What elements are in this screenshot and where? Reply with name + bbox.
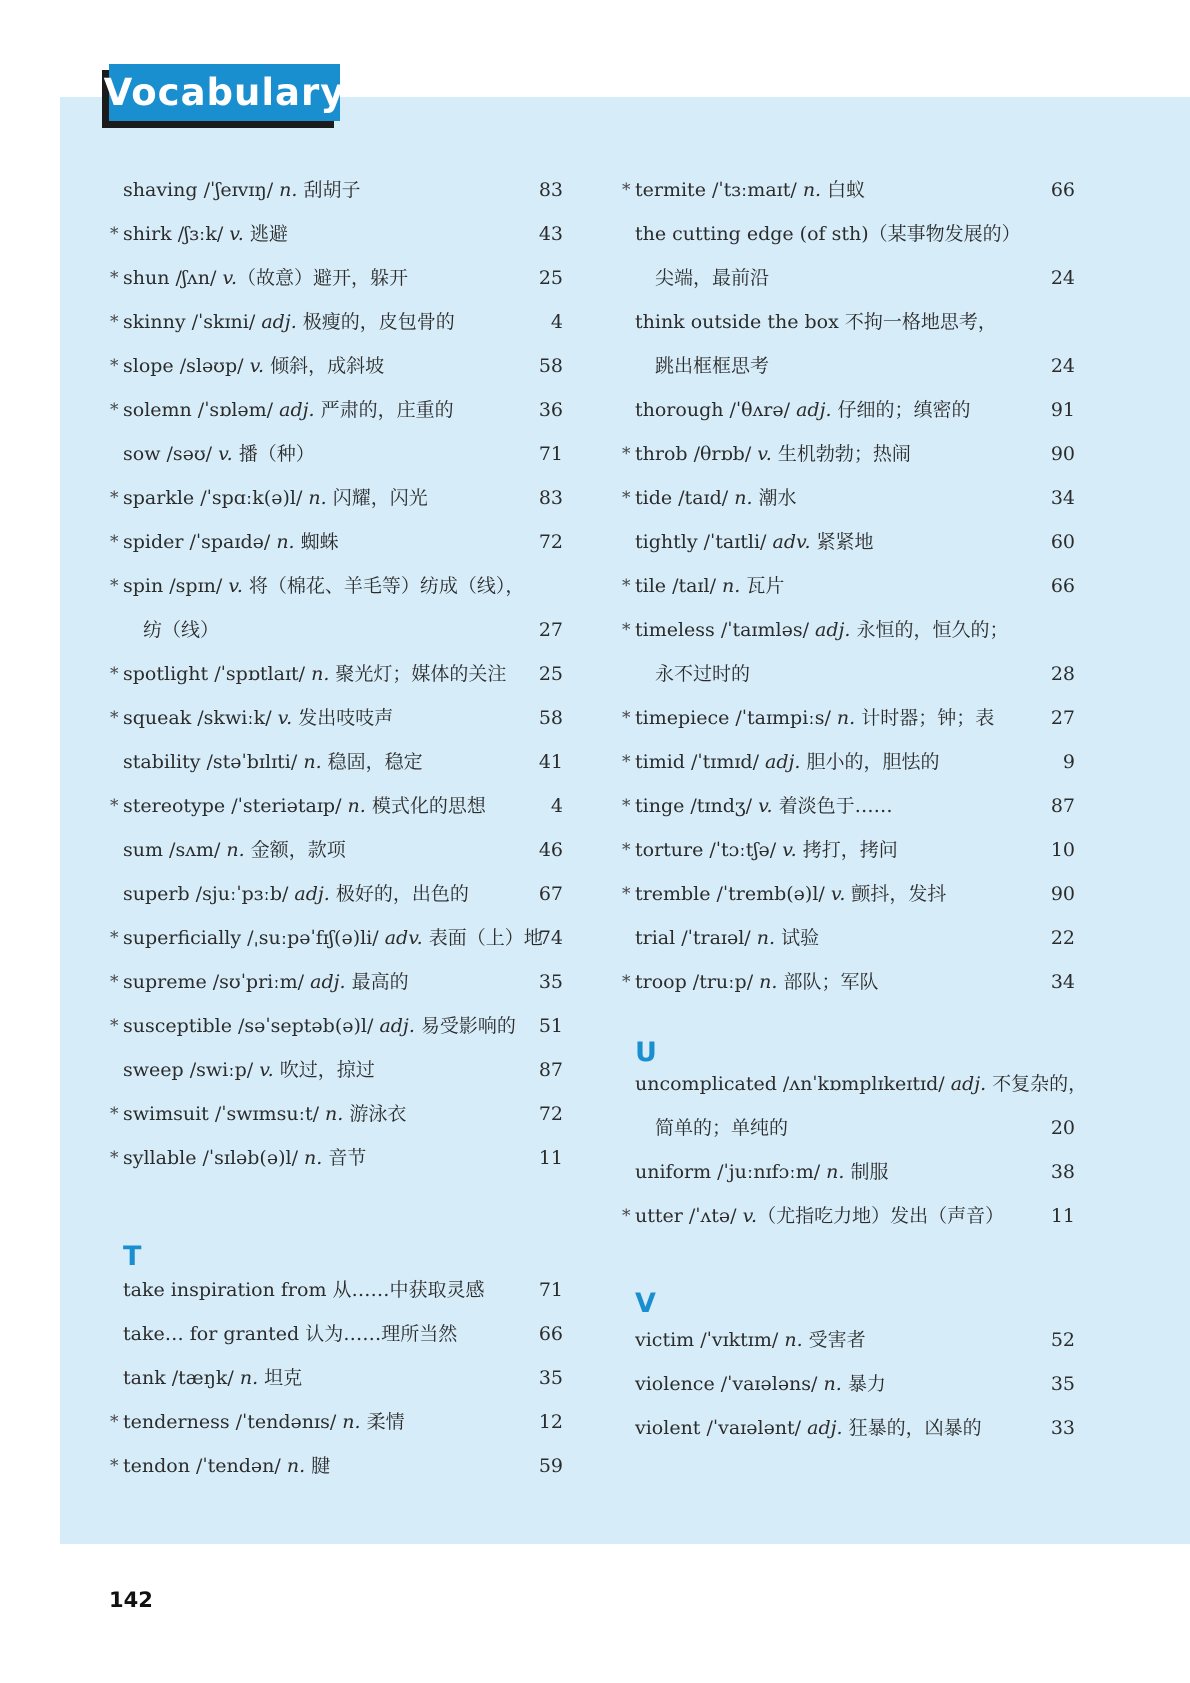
entry-page-number: 74 xyxy=(538,927,563,949)
entry-text: violence /ˈvaɪələns/ n. 暴力 xyxy=(635,1373,886,1395)
entry-line xyxy=(110,696,570,740)
vocab-entry xyxy=(110,960,570,1004)
vocab-entry xyxy=(110,696,570,740)
entry-page-number: 66 xyxy=(1050,179,1075,201)
vocab-entry xyxy=(110,432,570,476)
entry-page-number: 46 xyxy=(538,839,563,861)
entry-page-number: 58 xyxy=(538,355,563,377)
entry-line xyxy=(110,168,570,212)
entry-text: 永不过时的 xyxy=(655,663,751,685)
section-letter-u: U xyxy=(635,1037,657,1068)
entry-page-number: 25 xyxy=(538,663,563,685)
entry-text: superficially /ˌsuːpəˈfɪʃ(ə)li/ adv. 表面（上）地 xyxy=(123,927,543,949)
right-entries xyxy=(622,168,1082,1004)
entry-text: supreme /sʊˈpriːm/ adj. 最高的 xyxy=(123,971,409,993)
star-icon: * xyxy=(622,180,631,200)
entry-line xyxy=(110,256,570,300)
entry-text: think outside the box 不拘一格地思考， xyxy=(635,311,997,333)
entry-text: shirk /ʃɜːk/ v. 逃避 xyxy=(123,223,288,245)
entry-line xyxy=(622,300,1082,344)
entry-page-number: 22 xyxy=(1050,927,1075,949)
left-entries xyxy=(110,168,570,1180)
star-icon: * xyxy=(622,620,631,640)
entry-text: the cutting edge (of sth)（某事物发展的） xyxy=(635,223,1021,245)
entry-page-number: 38 xyxy=(1050,1161,1075,1183)
entry-text: sow /səʊ/ v. 播（种） xyxy=(123,443,315,465)
entry-text: sparkle /ˈspɑːk(ə)l/ n. 闪耀，闪光 xyxy=(123,487,428,509)
star-icon: * xyxy=(110,1148,119,1168)
vocab-entry xyxy=(110,564,570,652)
star-icon: * xyxy=(622,488,631,508)
entry-page-number: 83 xyxy=(538,487,563,509)
star-icon: * xyxy=(622,884,631,904)
star-icon: * xyxy=(110,1016,119,1036)
entry-text: susceptible /səˈseptəb(ə)l/ adj. 易受影响的 xyxy=(123,1015,516,1037)
star-icon: * xyxy=(622,708,631,728)
vocab-entry xyxy=(110,1004,570,1048)
vocab-entry xyxy=(622,1362,1082,1406)
entry-text: tightly /ˈtaɪtli/ adv. 紧紧地 xyxy=(635,531,874,553)
entry-line xyxy=(110,1444,570,1488)
entry-page-number: 66 xyxy=(1050,575,1075,597)
entry-page-number: 71 xyxy=(538,1279,563,1301)
entry-line xyxy=(110,872,570,916)
entry-text: tile /taɪl/ n. 瓦片 xyxy=(635,575,785,597)
entry-text: take inspiration from 从……中获取灵感 xyxy=(123,1279,485,1301)
entry-page-number: 4 xyxy=(550,311,563,333)
entry-text: torture /ˈtɔːtʃə/ v. 拷打，拷问 xyxy=(635,839,898,861)
vocab-entry xyxy=(622,1194,1082,1238)
vocab-entry xyxy=(110,1136,570,1180)
entry-text: tendon /ˈtendən/ n. 腱 xyxy=(123,1455,331,1477)
star-icon: * xyxy=(110,1104,119,1124)
entry-text: uncomplicated /ʌnˈkɒmplɪkeɪtɪd/ adj. 不复杂的， xyxy=(635,1073,1088,1095)
entry-line xyxy=(110,1268,570,1312)
entry-page-number: 59 xyxy=(538,1455,563,1477)
star-icon: * xyxy=(622,972,631,992)
star-icon: * xyxy=(110,1456,119,1476)
entry-page-number: 28 xyxy=(1050,663,1075,685)
entry-page-number: 87 xyxy=(538,1059,563,1081)
entry-line xyxy=(622,1062,1088,1106)
entry-line xyxy=(110,652,570,696)
entry-line xyxy=(622,168,1082,212)
entry-text: tenderness /ˈtendənɪs/ n. 柔情 xyxy=(123,1411,405,1433)
star-icon: * xyxy=(622,444,631,464)
entry-line xyxy=(622,1406,1082,1450)
entry-page-number: 66 xyxy=(538,1323,563,1345)
entry-text: termite /ˈtɜːmaɪt/ n. 白蚁 xyxy=(635,179,866,201)
entry-page-number: 9 xyxy=(1062,751,1075,773)
section-u-entries xyxy=(622,1062,1088,1238)
entry-line xyxy=(110,1092,570,1136)
entry-line xyxy=(110,740,570,784)
entry-line xyxy=(622,1362,1082,1406)
entry-line xyxy=(110,476,570,520)
entry-text: violent /ˈvaɪələnt/ adj. 狂暴的，凶暴的 xyxy=(635,1417,982,1439)
star-icon: * xyxy=(110,356,119,376)
entry-page-number: 43 xyxy=(538,223,563,245)
star-icon: * xyxy=(110,796,119,816)
entry-line xyxy=(622,608,1082,652)
entry-text: shun /ʃʌn/ v.（故意）避开，躲开 xyxy=(123,267,409,289)
entry-text: swimsuit /ˈswɪmsuːt/ n. 游泳衣 xyxy=(123,1103,407,1125)
entry-text: timepiece /ˈtaɪmpiːs/ n. 计时器；钟；表 xyxy=(635,707,995,729)
vocab-entry xyxy=(622,828,1082,872)
entry-line xyxy=(622,564,1082,608)
star-icon: * xyxy=(110,972,119,992)
entry-text: skinny /ˈskɪni/ adj. 极瘦的，皮包骨的 xyxy=(123,311,455,333)
entry-page-number: 27 xyxy=(1050,707,1075,729)
entry-page-number: 60 xyxy=(1050,531,1075,553)
entry-page-number: 41 xyxy=(538,751,563,773)
entry-text: utter /ˈʌtə/ v.（尤指吃力地）发出（声音） xyxy=(635,1205,1005,1227)
vocab-entry xyxy=(110,300,570,344)
vocab-entry xyxy=(110,212,570,256)
entry-page-number: 51 xyxy=(538,1015,563,1037)
entry-line xyxy=(622,344,1082,388)
entry-line xyxy=(622,1194,1082,1238)
entry-page-number: 91 xyxy=(1050,399,1075,421)
entry-page-number: 11 xyxy=(538,1147,563,1169)
section-t-entries xyxy=(110,1268,570,1488)
vocab-entry xyxy=(110,1356,570,1400)
vocab-entry xyxy=(622,696,1082,740)
entry-text: 跳出框框思考 xyxy=(655,355,770,377)
star-icon: * xyxy=(110,488,119,508)
vocab-entry xyxy=(622,520,1082,564)
entry-text: tank /tæŋk/ n. 坦克 xyxy=(123,1367,303,1389)
entry-line xyxy=(110,344,570,388)
star-icon: * xyxy=(110,268,119,288)
entry-text: timid /ˈtɪmɪd/ adj. 胆小的，胆怯的 xyxy=(635,751,940,773)
entry-line xyxy=(622,476,1082,520)
star-icon: * xyxy=(110,576,119,596)
star-icon: * xyxy=(110,532,119,552)
entry-page-number: 72 xyxy=(538,531,563,553)
entry-text: stereotype /ˈsteriətaɪp/ n. 模式化的思想 xyxy=(123,795,486,817)
star-icon: * xyxy=(110,224,119,244)
entry-line xyxy=(622,388,1082,432)
vocab-entry xyxy=(110,740,570,784)
section-letter-v: V xyxy=(635,1288,656,1319)
star-icon: * xyxy=(622,1206,631,1226)
entry-text: stability /stəˈbɪlɪti/ n. 稳固，稳定 xyxy=(123,751,423,773)
page-number: 142 xyxy=(109,1588,153,1612)
section-letter-t: T xyxy=(123,1241,142,1272)
entry-line xyxy=(110,784,570,828)
vocab-entry xyxy=(622,916,1082,960)
entry-text: tinge /tɪndʒ/ v. 着淡色于…… xyxy=(635,795,893,817)
entry-page-number: 52 xyxy=(1050,1329,1075,1351)
entry-line xyxy=(622,828,1082,872)
entry-line xyxy=(622,1150,1082,1194)
vocab-entry xyxy=(110,476,570,520)
entry-page-number: 71 xyxy=(538,443,563,465)
entry-page-number: 33 xyxy=(1050,1417,1075,1439)
vocab-entry xyxy=(622,872,1082,916)
entry-text: shaving /ˈʃeɪvɪŋ/ n. 刮胡子 xyxy=(123,179,361,201)
entry-page-number: 24 xyxy=(1050,267,1075,289)
entry-text: spider /ˈspaɪdə/ n. 蜘蛛 xyxy=(123,531,339,553)
entry-line xyxy=(110,432,570,476)
entry-line xyxy=(110,1136,570,1180)
entry-page-number: 34 xyxy=(1050,971,1075,993)
star-icon: * xyxy=(622,576,631,596)
entry-page-number: 25 xyxy=(538,267,563,289)
entry-page-number: 35 xyxy=(1050,1373,1075,1395)
entry-line xyxy=(622,740,1082,784)
entry-line xyxy=(622,256,1082,300)
star-icon: * xyxy=(110,928,119,948)
vocab-entry xyxy=(110,828,570,872)
star-icon: * xyxy=(110,708,119,728)
vocab-entry xyxy=(622,168,1082,212)
entry-page-number: 34 xyxy=(1050,487,1075,509)
entry-text: thorough /ˈθʌrə/ adj. 仔细的；缜密的 xyxy=(635,399,971,421)
page-title: Vocabulary xyxy=(109,64,340,121)
entry-page-number: 20 xyxy=(1050,1117,1075,1139)
entry-page-number: 67 xyxy=(538,883,563,905)
entry-text: 尖端，最前沿 xyxy=(655,267,770,289)
entry-text: victim /ˈvɪktɪm/ n. 受害者 xyxy=(635,1329,866,1351)
entry-page-number: 83 xyxy=(538,179,563,201)
entry-line xyxy=(622,784,1082,828)
vocab-entry xyxy=(110,344,570,388)
star-icon: * xyxy=(622,752,631,772)
entry-text: troop /truːp/ n. 部队；军队 xyxy=(635,971,879,993)
vocab-entry xyxy=(110,388,570,432)
left-column xyxy=(110,168,570,1488)
entry-text: slope /sləʊp/ v. 倾斜，成斜坡 xyxy=(123,355,385,377)
star-icon: * xyxy=(110,664,119,684)
entry-line xyxy=(622,696,1082,740)
vocab-entry xyxy=(110,256,570,300)
entry-text: take… for granted 认为……理所当然 xyxy=(123,1323,458,1345)
entry-line xyxy=(622,520,1082,564)
entry-text: timeless /ˈtaɪmləs/ adj. 永恒的，恒久的； xyxy=(635,619,1009,641)
entry-page-number: 72 xyxy=(538,1103,563,1125)
entry-page-number: 11 xyxy=(1050,1205,1075,1227)
entry-text: spotlight /ˈspɒtlaɪt/ n. 聚光灯；媒体的关注 xyxy=(123,663,507,685)
entry-text: squeak /skwiːk/ v. 发出吱吱声 xyxy=(123,707,394,729)
vocab-entry xyxy=(622,1318,1082,1362)
vocab-entry xyxy=(622,784,1082,828)
vocab-entry xyxy=(622,432,1082,476)
entry-text: sum /sʌm/ n. 金额，款项 xyxy=(123,839,346,861)
vocab-entry xyxy=(110,916,570,960)
entry-page-number: 36 xyxy=(538,399,563,421)
entry-line xyxy=(622,432,1082,476)
entry-text: throb /θrɒb/ v. 生机勃勃；热闹 xyxy=(635,443,911,465)
vocab-entry xyxy=(622,608,1082,696)
entry-line xyxy=(622,212,1082,256)
vocab-entry xyxy=(110,652,570,696)
entry-line xyxy=(110,300,570,344)
entry-line xyxy=(110,1004,570,1048)
entry-page-number: 10 xyxy=(1050,839,1075,861)
entry-line xyxy=(110,916,570,960)
entry-page-number: 87 xyxy=(1050,795,1075,817)
star-icon: * xyxy=(110,1412,119,1432)
vocab-entry xyxy=(110,1312,570,1356)
spacer xyxy=(110,1180,570,1202)
vocab-entry xyxy=(110,1444,570,1488)
entry-text: trial /ˈtraɪəl/ n. 试验 xyxy=(635,927,820,949)
entry-page-number: 90 xyxy=(1050,883,1075,905)
entry-line xyxy=(110,212,570,256)
vocab-entry xyxy=(110,872,570,916)
entry-text: syllable /ˈsɪləb(ə)l/ n. 音节 xyxy=(123,1147,367,1169)
vocab-entry xyxy=(622,1406,1082,1450)
section-v-entries xyxy=(622,1318,1082,1450)
entry-page-number: 24 xyxy=(1050,355,1075,377)
entry-page-number: 27 xyxy=(538,619,563,641)
vocab-entry xyxy=(622,300,1082,388)
vocab-entry xyxy=(622,740,1082,784)
entry-page-number: 4 xyxy=(550,795,563,817)
vocab-entry xyxy=(622,960,1082,1004)
entry-text: spin /spɪn/ v. 将（棉花、羊毛等）纺成（线）， xyxy=(123,575,525,597)
entry-line xyxy=(110,1312,570,1356)
entry-text: sweep /swiːp/ v. 吹过，掠过 xyxy=(123,1059,375,1081)
vocab-entry xyxy=(110,1268,570,1312)
vocab-entry xyxy=(622,388,1082,432)
entry-line xyxy=(622,872,1082,916)
entry-line xyxy=(110,960,570,1004)
entry-line xyxy=(110,1048,570,1092)
vocab-entry xyxy=(110,1048,570,1092)
vocab-entry xyxy=(622,476,1082,520)
entry-line xyxy=(622,960,1082,1004)
star-icon: * xyxy=(110,400,119,420)
entry-line xyxy=(110,1400,570,1444)
star-icon: * xyxy=(110,312,119,332)
entry-line xyxy=(110,564,570,608)
vocab-entry xyxy=(110,520,570,564)
entry-line xyxy=(110,828,570,872)
entry-line xyxy=(110,608,570,652)
vocab-entry xyxy=(110,168,570,212)
entry-line xyxy=(110,520,570,564)
entry-page-number: 58 xyxy=(538,707,563,729)
vocab-entry xyxy=(622,564,1082,608)
entry-text: tide /taɪd/ n. 潮水 xyxy=(635,487,797,509)
vocab-entry xyxy=(622,1062,1088,1150)
entry-line xyxy=(110,1356,570,1400)
entry-page-number: 35 xyxy=(538,971,563,993)
entry-text: tremble /ˈtremb(ə)l/ v. 颤抖，发抖 xyxy=(635,883,947,905)
entry-line xyxy=(622,1318,1082,1362)
star-icon: * xyxy=(622,796,631,816)
right-column xyxy=(622,168,1088,1450)
star-icon: * xyxy=(622,840,631,860)
entry-page-number: 12 xyxy=(538,1411,563,1433)
entry-page-number: 90 xyxy=(1050,443,1075,465)
vocab-entry xyxy=(622,1150,1082,1194)
entry-text: 简单的；单纯的 xyxy=(655,1117,789,1139)
vocab-entry xyxy=(622,212,1082,300)
entry-line xyxy=(622,652,1082,696)
entry-text: uniform /ˈjuːnɪfɔːm/ n. 制服 xyxy=(635,1161,889,1183)
entry-page-number: 35 xyxy=(538,1367,563,1389)
entry-line xyxy=(622,916,1082,960)
vocab-entry xyxy=(110,784,570,828)
entry-text: solemn /ˈsɒləm/ adj. 严肃的，庄重的 xyxy=(123,399,454,421)
entry-text: 纺（线） xyxy=(143,619,220,641)
entry-text: superb /sjuːˈpɜːb/ adj. 极好的，出色的 xyxy=(123,883,469,905)
vocab-entry xyxy=(110,1092,570,1136)
vocab-entry xyxy=(110,1400,570,1444)
entry-line xyxy=(110,388,570,432)
entry-line xyxy=(622,1106,1082,1150)
